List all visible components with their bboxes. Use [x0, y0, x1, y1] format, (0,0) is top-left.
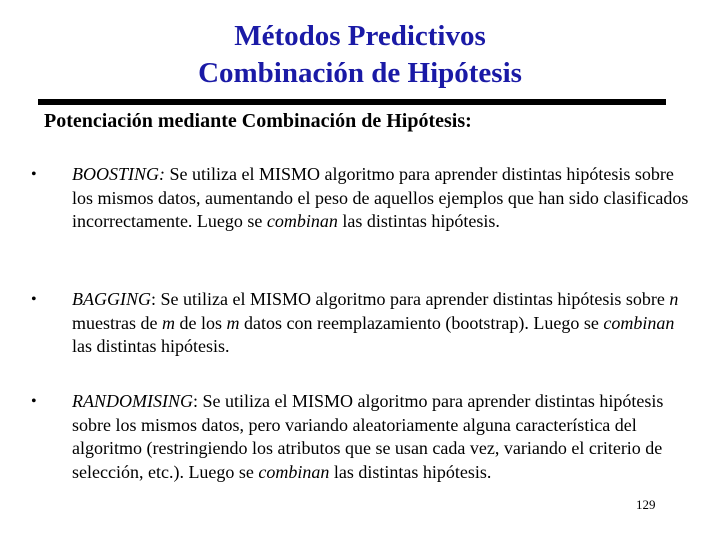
- bullet-text: muestras de: [72, 312, 162, 333]
- bullet-term: RANDOMISING: [72, 391, 193, 411]
- section-heading: Potenciación mediante Combinación de Hipótesis:: [44, 110, 472, 132]
- bullet-text: datos con reemplazamiento (bootstrap). Luego se: [239, 312, 604, 333]
- bullet-text: las distintas hipótesis.: [72, 336, 230, 356]
- emphasis-combinan: combinan: [266, 211, 338, 231]
- slide-title: [0, 18, 720, 92]
- bullet-text: las distintas hipótesis.: [329, 461, 492, 482]
- bullet-bagging: [31, 288, 690, 359]
- bullet-marker: •: [31, 166, 37, 183]
- title-divider: [38, 99, 666, 105]
- bullet-marker: •: [31, 291, 37, 308]
- variable-m: m: [226, 312, 240, 333]
- bullet-term: BAGGING: [72, 289, 151, 309]
- bullet-term: BOOSTING:: [72, 164, 165, 184]
- emphasis-combinan: combinan: [258, 461, 330, 482]
- title-line-1: Métodos Predictivos: [234, 20, 486, 52]
- bullet-text: de los: [174, 312, 227, 333]
- title-line-2: Combinación de Hipótesis: [198, 57, 522, 89]
- variable-n: n: [669, 289, 679, 309]
- bullet-text: Se utiliza el MISMO algoritmo para aprender distintas hipótesis sobre los mismos datos, aumentando el peso de aquellos ejemplos que han sido clasificados incorrectamente. Luego se: [72, 164, 689, 231]
- variable-m: m: [161, 312, 175, 333]
- page-number: 129: [636, 497, 656, 512]
- emphasis-combinan: combinan: [603, 312, 675, 333]
- bullet-text: las distintas hipótesis.: [337, 211, 500, 231]
- bullet-randomising: [31, 390, 690, 484]
- bullet-text: : Se utiliza el MISMO algoritmo para aprender distintas hipótesis sobre: [151, 289, 670, 309]
- bullet-marker: •: [31, 393, 37, 410]
- bullet-boosting: [31, 163, 690, 234]
- bullet-text: : Se utiliza el MISMO algoritmo para aprender distintas hipótesis sobre los mismos datos, pero variando aleatoriamente alguna característica del algoritmo (restringiendo los atributos que se usan cada vez, variando el criterio de selección, etc.). Luego se: [72, 391, 664, 482]
